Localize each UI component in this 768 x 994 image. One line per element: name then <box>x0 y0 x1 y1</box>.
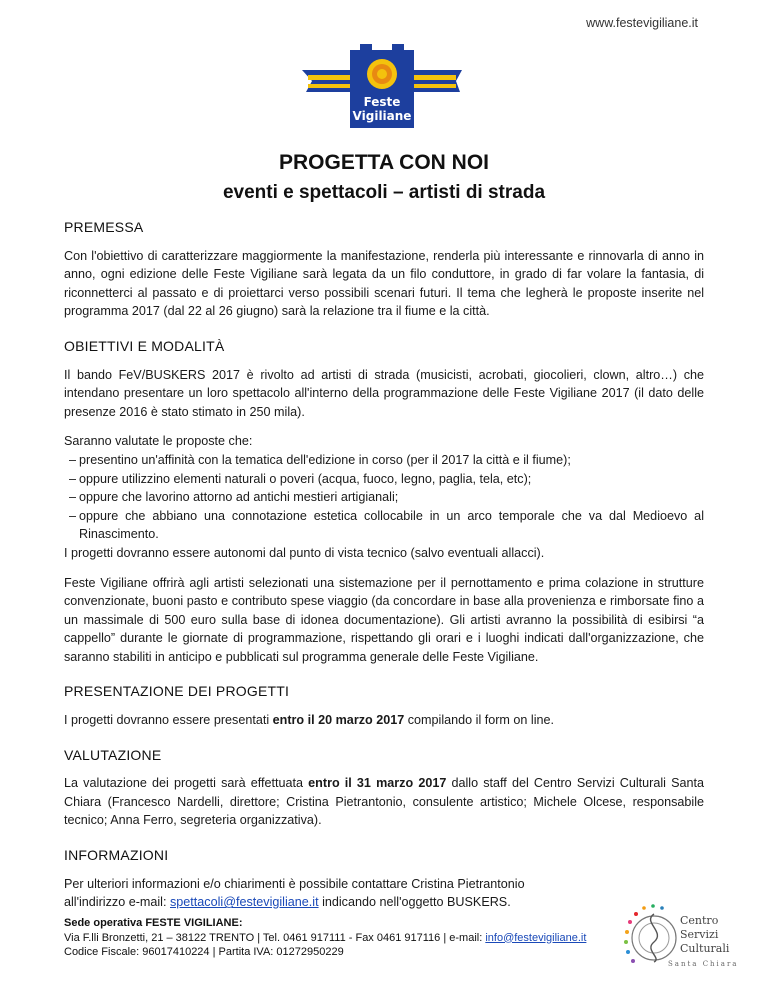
obiettivi-paragraph-3: Feste Vigiliane offrirà agli artisti selezionati una sistemazione per il pernottamento e prima colazione in strutture convenzionate, buoni pasto e contributo spese viaggio (da concordare in base alla provenienza e rimborsate fino a un massimale di 500 euro sulla base di idonea documentazione). Gli artisti avranno la possibilità di esibirsi “a cappello” durante le giornate di programmazione, rispettando gli orari e i luoghi indicati dall'organizzazione, che saranno stabiliti in anticipo e pubblicati sul programma generale delle Feste Vigiliane. <box>64 575 704 664</box>
page-title: PROGETTA CON NOI <box>279 151 489 174</box>
page-subtitle: eventi e spettacoli – artisti di strada <box>222 182 546 203</box>
criteria-list <box>64 451 704 544</box>
footer-title: Sede operativa FESTE VIGILIANE: <box>64 917 243 929</box>
logo-text-vigiliane: Vigiliane <box>352 109 412 123</box>
heading-valutazione: VALUTAZIONE <box>64 746 162 763</box>
footer <box>64 916 586 960</box>
presentazione-text: I progetti dovranno essere presentati entro il 20 marzo 2017 compilando il form on line. <box>64 713 555 728</box>
list-item: – oppure utilizzino elementi naturali o poveri (acqua, fuoco, legno, paglia, tela, etc); <box>69 471 532 486</box>
informazioni-line-2: all'indirizzo e-mail: spettacoli@festevigiliane.it indicando nell'oggetto BUSKERS. <box>64 895 511 910</box>
csc-logo-line-1: Centro <box>680 914 719 927</box>
footer-address: Via F.lli Bronzetti, 21 – 38122 TRENTO | Tel. 0461 917111 - Fax 0461 917116 | e-mail: info@festevigiliane.it <box>64 931 587 944</box>
deadline-submission: entro il 20 marzo 2017 <box>272 713 405 728</box>
informazioni-line-1: Per ulteriori informazioni e/o chiarimenti è possibile contattare Cristina Pietrantonio <box>64 876 525 891</box>
logo-text-feste: Feste <box>363 95 401 109</box>
heading-presentazione: PRESENTAZIONE DEI PROGETTI <box>64 683 290 700</box>
document-body <box>64 218 704 912</box>
valutazione-text: La valutazione dei progetti sarà effettuata entro il 31 marzo 2017 dallo staff del Centro Servizi Culturali Santa Chiara (Francesco Nardelli, direttore; Cristina Pietrantonio, consulente artistico; Michele Olcese, responsabile tecnico; Anna Ferro, segreteria organizzativa). <box>64 776 704 828</box>
centro-servizi-culturali-logo <box>622 892 742 982</box>
csc-logo-line-2: Servizi <box>680 928 719 941</box>
deadline-evaluation: entro il 31 marzo 2017 <box>308 776 447 791</box>
site-url[interactable]: www.festevigiliane.it <box>586 16 698 30</box>
obiettivi-paragraph-2: I progetti dovranno essere autonomi dal punto di vista tecnico (salvo eventuali allacci). <box>64 545 545 560</box>
heading-premessa: PREMESSA <box>64 219 144 235</box>
footer-fiscal: Codice Fiscale: 96017410224 | Partita IVA: 01272950229 <box>64 946 344 958</box>
obiettivi-intro: Saranno valutate le proposte che: <box>64 434 253 449</box>
heading-informazioni: INFORMAZIONI <box>64 847 169 864</box>
list-item: – oppure che abbiano una connotazione estetica collocabile in un arco temporale che va dal Medioevo al Rinascimento. <box>69 508 704 542</box>
email-link-info[interactable]: info@festevigiliane.it <box>485 931 587 944</box>
feste-vigiliane-logo <box>302 40 462 130</box>
email-link-spettacoli[interactable]: spettacoli@festevigiliane.it <box>169 895 319 910</box>
list-item: – oppure che lavorino attorno ad antichi mestieri artigianali; <box>69 490 399 505</box>
title-block <box>0 150 768 206</box>
premessa-text: Con l'obiettivo di caratterizzare maggiormente la manifestazione, renderla più interessante e rinnovarla di anno in anno, ogni edizione delle Feste Vigiliane sarà legata da un filo conduttore, in grado di far volare la fantasia, di riconnetterci al passato e di proiettarci verso possibili scenari futuri. Il tema che legherà le proposte inserite nel programma 2017 (dal 22 al 26 giugno) sarà la relazione tra il fiume e la città. <box>64 248 704 319</box>
heading-obiettivi: OBIETTIVI E MODALITÀ <box>64 337 225 354</box>
list-item: – presentino un'affinità con la tematica dell'edizione in corso (per il 2017 la città e il fiume); <box>69 452 571 467</box>
csc-logo-line-4: Santa Chiara <box>668 960 739 968</box>
csc-logo-line-3: Culturali <box>680 942 730 955</box>
obiettivi-paragraph-1: Il bando FeV/BUSKERS 2017 è rivolto ad artisti di strada (musicisti, acrobati, giocolieri, clown, altro…) che intendano presentare un loro spettacolo all'interno della programmazione delle Feste Vigiliane 2017 (il dato delle presenze 2016 è stato stimato in 250 mila). <box>64 367 704 419</box>
